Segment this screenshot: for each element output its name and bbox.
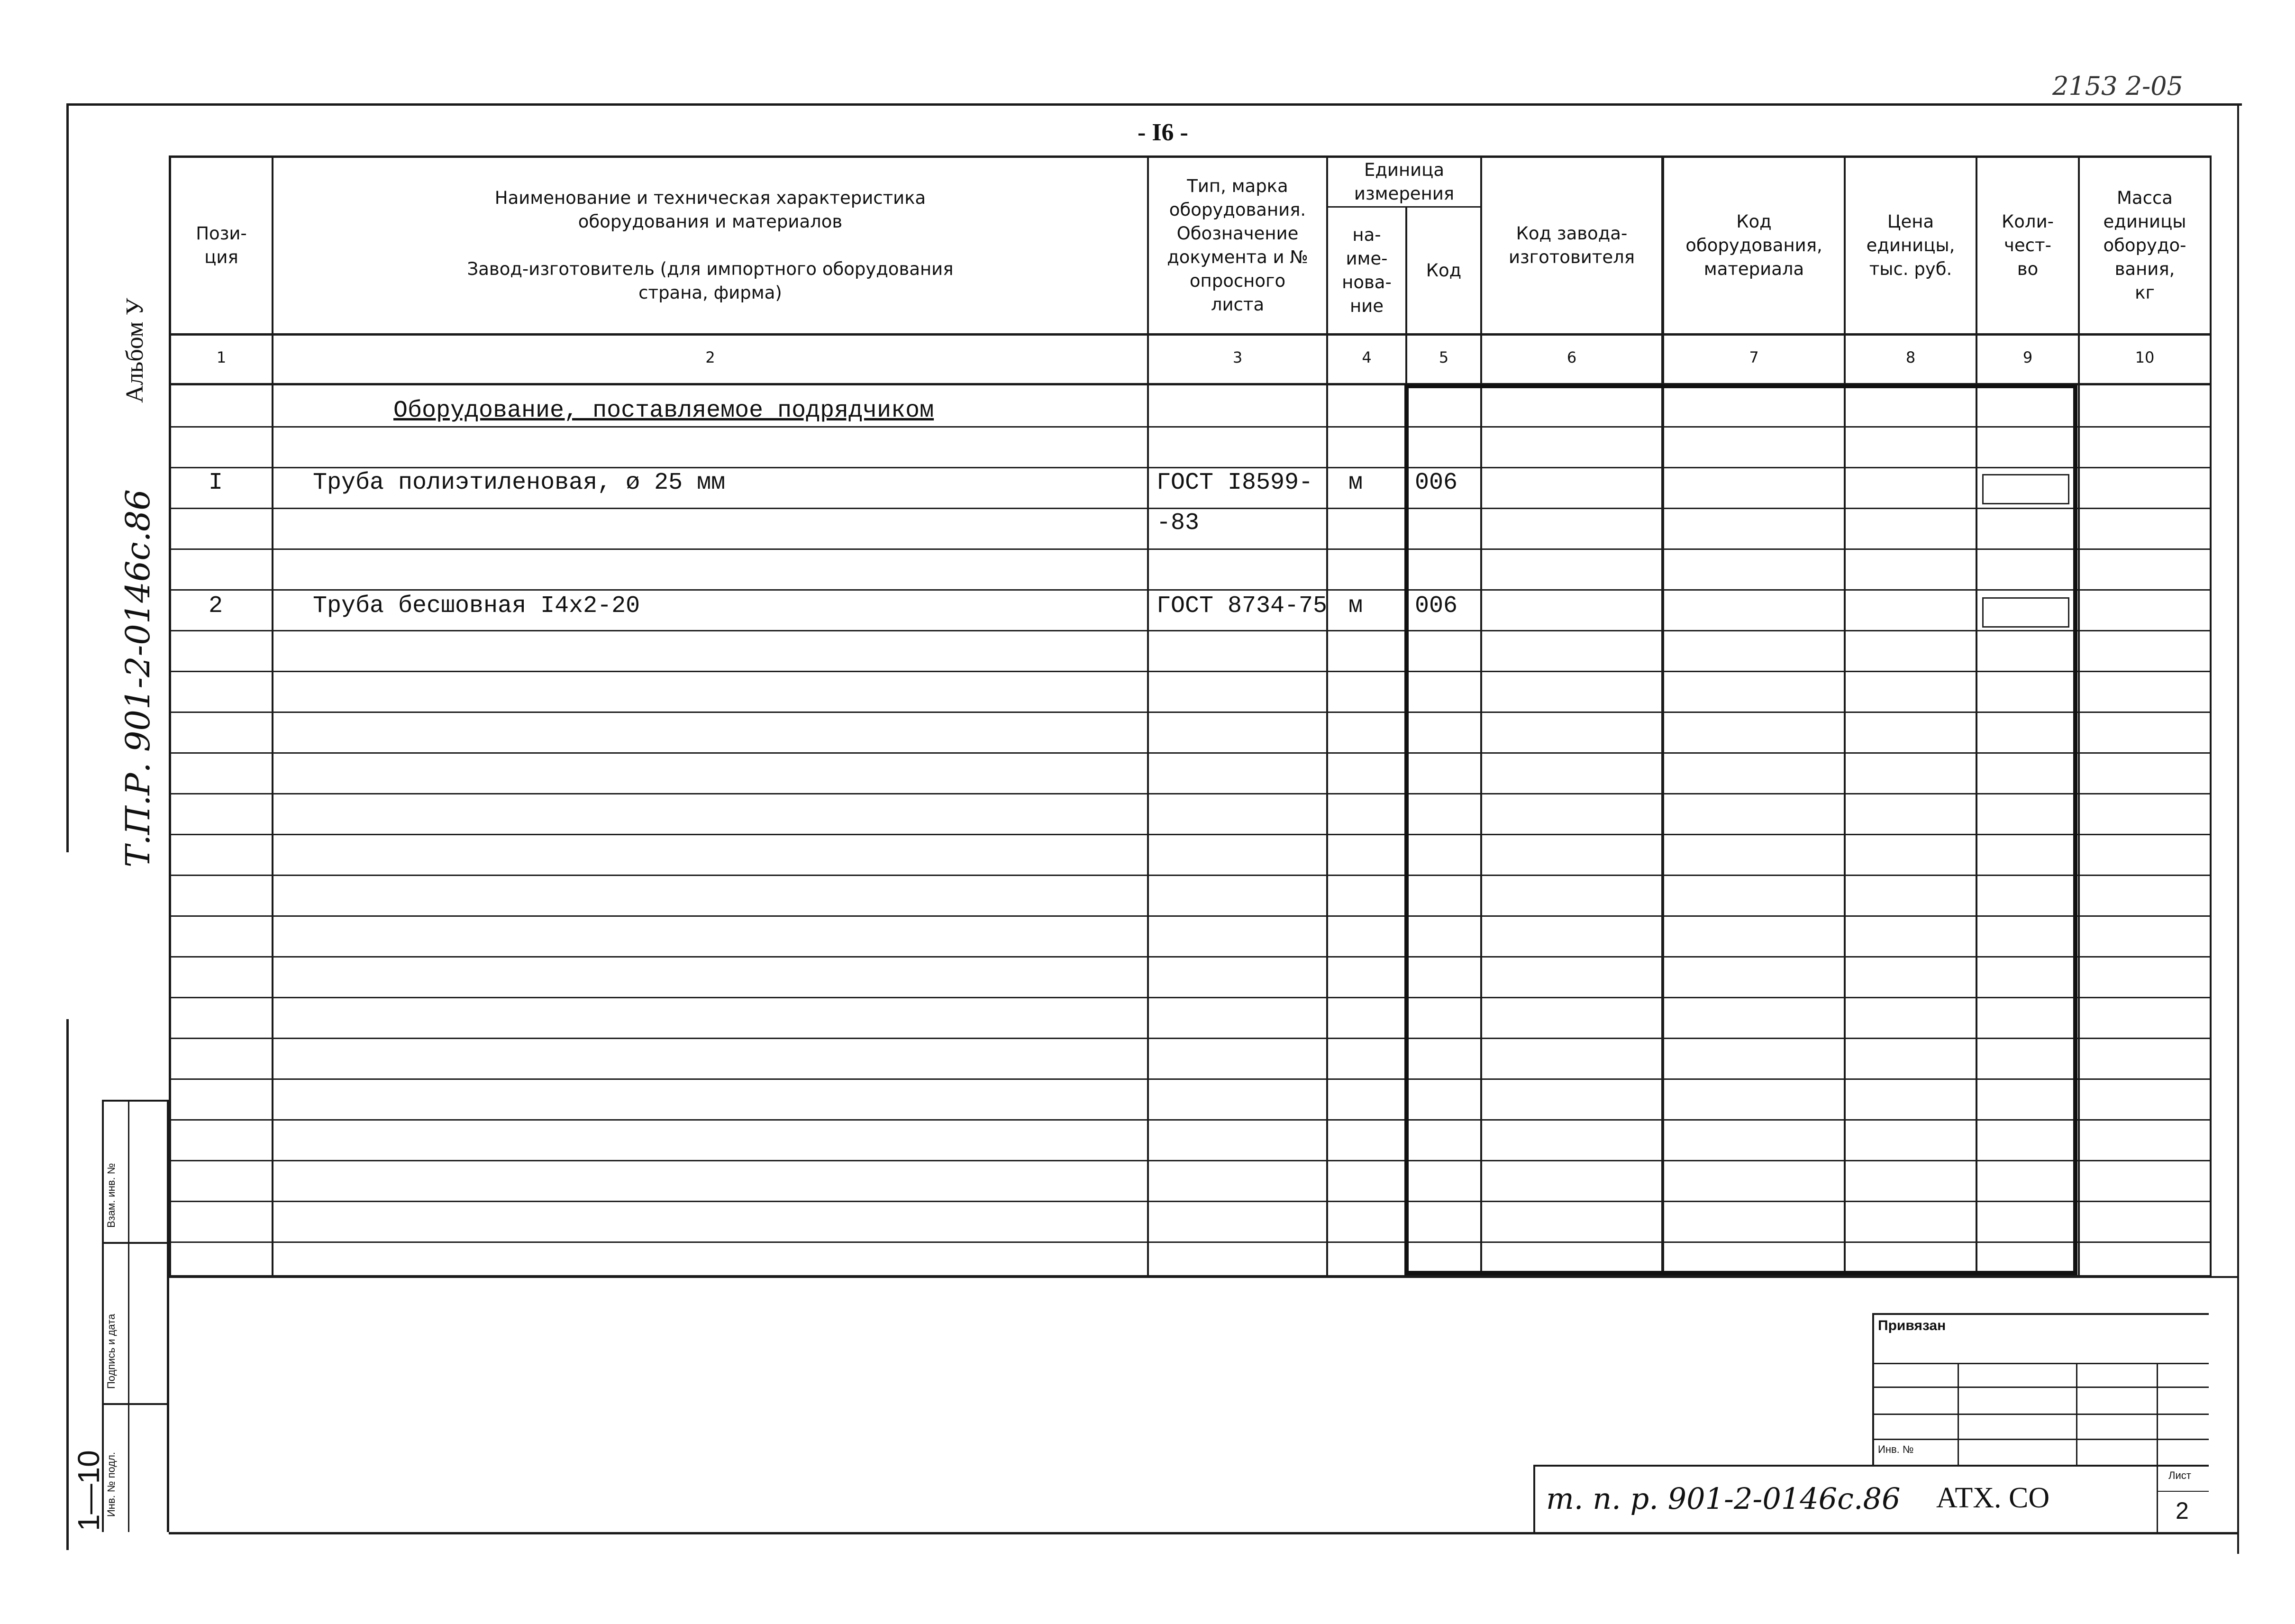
header-position: Пози- ция [196, 223, 247, 267]
col-number-8: 8 [1905, 348, 1916, 366]
section-title: Оборудование, поставляемое подрядчиком [393, 397, 934, 424]
left-frame-line [66, 103, 69, 852]
row1-position: I [209, 469, 223, 496]
right-frame-line [2237, 103, 2239, 1554]
tb-designation-left [1533, 1465, 1535, 1532]
stamp-sep-2 [102, 1403, 168, 1405]
row2-doc: ГОСТ 8734-75 [1157, 593, 1328, 620]
row2-quantity-box [1982, 597, 2069, 628]
stamp-divider [128, 1100, 129, 1532]
header-unit-name: на- име- нова- ние [1342, 224, 1392, 316]
row1-quantity-box [1982, 474, 2069, 504]
header-name: Наименование и техническая характеристика оборудования и материалов Завод-изготовитель (для импортного оборудования страна, фирма) [467, 188, 954, 303]
row2-name: Труба бесшовная I4х2-20 [313, 593, 640, 620]
tb-section: АТХ. СО [1936, 1482, 2050, 1514]
col-number-2: 2 [705, 348, 715, 366]
row2-code: 006 [1415, 593, 1458, 620]
header-type: Тип, марка оборудования. Обозначение документа и № опросного листа [1167, 176, 1308, 315]
col-number-5: 5 [1439, 348, 1449, 366]
stamp-label-vzam: Взам. инв. № [105, 1163, 117, 1228]
header-bottom [169, 333, 2212, 336]
tb-privyazan: Привязан [1878, 1318, 1946, 1333]
tb-col-3 [2157, 1363, 2158, 1465]
row2-position: 2 [209, 593, 223, 620]
header-mass: Масса единицы оборудо- вания, кг [2103, 188, 2186, 303]
row1-unit: м [1348, 469, 1363, 496]
col-number-1: 1 [216, 348, 227, 366]
tb-col-1 [1958, 1363, 1959, 1465]
tb-line-2 [1872, 1387, 2209, 1388]
header-factory-code: Код завода- изготовителя [1508, 223, 1635, 267]
tb-sheet-sep [2158, 1491, 2209, 1492]
row1-code: 006 [1415, 469, 1458, 496]
tb-designation: т. п. р. 901-2-0146с.86 [1546, 1481, 1901, 1516]
bottom-frame-line [169, 1532, 2239, 1534]
row1-name: Труба полиэтиленовая, ø 25 мм [313, 469, 726, 496]
col-number-4: 4 [1362, 348, 1372, 366]
tb-sheet-number: 2 [2176, 1497, 2189, 1524]
tb-left [1872, 1313, 1874, 1465]
stamp-top [102, 1100, 168, 1102]
sheet-code-vertical: 1—10 [72, 1450, 106, 1531]
corner-code: 2153 2-05 [2052, 71, 2183, 101]
top-frame-line [66, 103, 2242, 106]
row2-unit: м [1348, 593, 1363, 620]
col-line-10 [2210, 155, 2212, 1277]
stamp-sep-1 [102, 1242, 168, 1244]
row1b-doc: -83 [1157, 510, 1200, 537]
col-number-7: 7 [1749, 348, 1759, 366]
header-price: Цена единицы, тыс. руб. [1866, 211, 1955, 279]
header-unit-code: Код [1426, 260, 1462, 281]
tb-line-4 [1872, 1439, 2209, 1440]
page-number: - I6 - [1138, 119, 1188, 146]
col-number-10: 10 [2135, 348, 2155, 366]
tb-sheet-label: Лист [2168, 1469, 2191, 1481]
col-number-6: 6 [1566, 348, 1577, 366]
stamp-label-inv: Инв. № подл. [105, 1451, 117, 1517]
col-number-3: 3 [1232, 348, 1243, 366]
col-number-9: 9 [2022, 348, 2033, 366]
header-equipment-code: Код оборудования, материала [1685, 211, 1822, 279]
highlight-region-border [1404, 384, 2077, 1275]
row1-doc: ГОСТ I8599- [1157, 469, 1313, 496]
header-unit: Единица измерения [1354, 160, 1455, 204]
tb-designation-top [1533, 1465, 2209, 1467]
tb-col-2 [2076, 1363, 2077, 1465]
tb-line-3 [1872, 1414, 2209, 1415]
table-bottom [169, 1275, 2212, 1277]
tb-line-1 [1872, 1363, 2209, 1364]
project-code-vertical: Т.П.Р. 901-2-0146с.86 [118, 489, 157, 867]
album-label: Альбом У [121, 298, 148, 403]
header-quantity: Коли- чест- во [2002, 211, 2054, 279]
left-frame-line-lower [66, 1019, 69, 1550]
tb-sheet-divider [2157, 1465, 2158, 1532]
stamp-label-podpis: Подпись и дата [105, 1314, 117, 1389]
tb-top [1872, 1313, 2209, 1315]
tb-inv-label: Инв. № [1878, 1443, 1914, 1455]
